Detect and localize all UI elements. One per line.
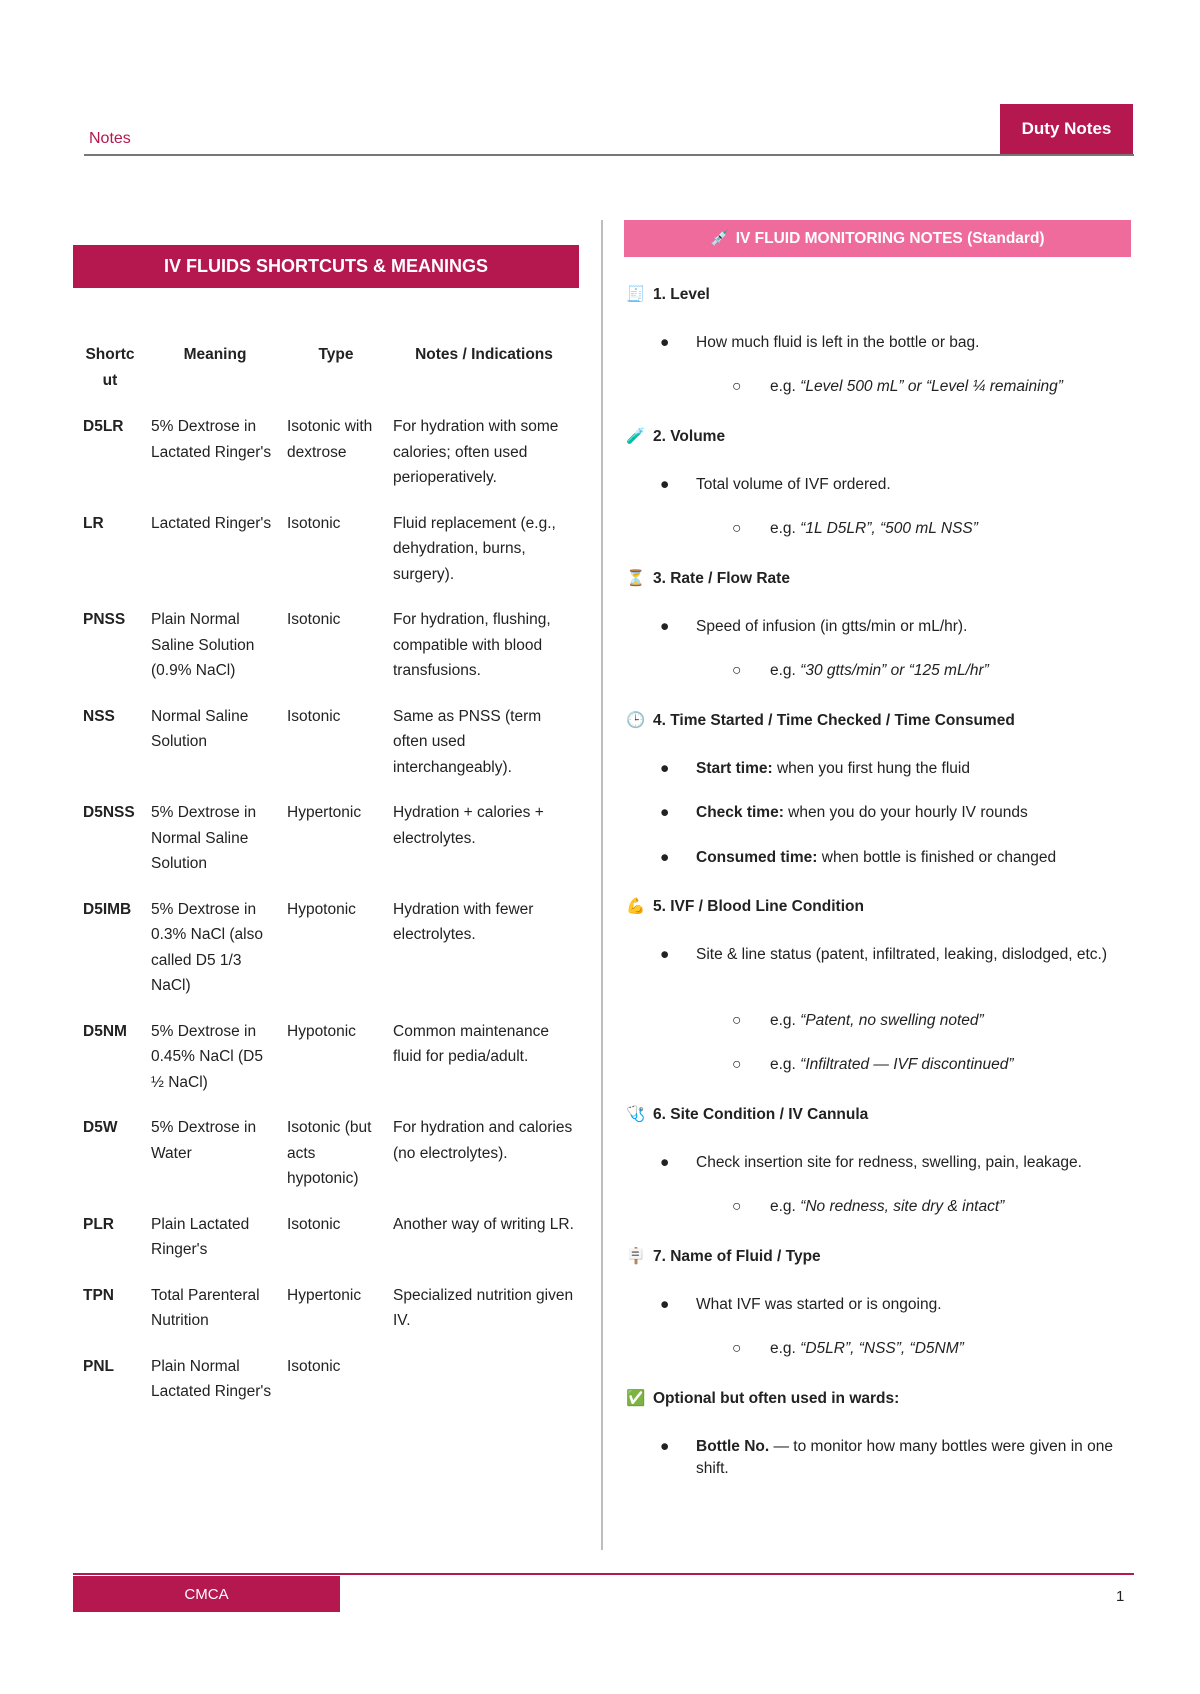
monitoring-notes-title [624,220,1131,257]
flexed-arm-icon: 💪 [626,898,646,915]
bullet-icon: ● [660,849,670,866]
section-site-condition-title: 6. Site Condition / IV Cannula [653,1105,869,1123]
stethoscope-icon: 🩺 [626,1106,646,1123]
row-shortcut: D5LR [83,418,124,435]
section-time-heading [626,711,1015,730]
example-prefix: e.g. [770,520,801,537]
col-header-meaning: Meaning [183,346,247,363]
section-line-condition-heading [626,897,864,916]
line-condition-description: Site & line status (patent, infiltrated, leaking, dislodged, etc.) [696,946,1107,963]
example-prefix: e.g. [770,1056,801,1073]
row-type: Hypertonic [287,804,362,821]
table-row [73,607,579,704]
rate-description: Speed of infusion (in gtts/min or mL/hr). [696,618,968,635]
sub-bullet-icon: ○ [732,520,742,537]
example-prefix: e.g. [770,1012,801,1029]
hourglass-icon: ⏳ [626,570,646,587]
section-rate-title: 3. Rate / Flow Rate [653,569,790,587]
header-divider [84,154,1134,156]
bullet-icon: ● [660,618,670,635]
table-row [73,1212,579,1283]
row-shortcut: D5W [83,1119,118,1136]
row-type: Isotonic [287,611,341,628]
volume-description: Total volume of IVF ordered. [696,476,891,493]
row-notes: Common maintenance fluid for pedia/adult. [393,1022,549,1065]
row-shortcut: PLR [83,1215,114,1233]
page-number: 1 [1116,1588,1125,1605]
row-notes: Specialized nutrition given IV. [393,1286,574,1329]
example-prefix: e.g. [770,1340,801,1357]
section-optional-title: Optional but often used in wards: [653,1389,900,1407]
sub-bullet-icon: ○ [732,1012,742,1029]
row-notes: For hydration, flushing, compatible with blood transfusions. [393,611,551,679]
row-meaning: Plain Normal Saline Solution (0.9% NaCl) [151,611,255,679]
level-example: “Level 500 mL” or “Level ¼ remaining” [800,378,1063,395]
monitoring-notes-title-text: IV FLUID MONITORING NOTES (Standard) [735,229,1045,247]
row-notes: Another way of writing LR. [393,1215,574,1233]
test-tube-icon: 🧪 [626,428,646,445]
iv-fluids-table-title: IV FLUIDS SHORTCUTS & MEANINGS [73,245,579,288]
table-row [73,800,579,897]
consumed-time-label: Consumed time: [696,849,818,866]
start-time-label: Start time: [696,760,773,777]
site-condition-example: “No redness, site dry & intact” [800,1198,1005,1215]
table-header-row [73,342,579,414]
row-shortcut: D5IMB [83,900,132,918]
footer-divider [73,1573,1134,1575]
row-type: Isotonic with dextrose [287,418,373,461]
col-header-shortcut [73,342,147,414]
table-row [73,511,579,608]
sub-bullet-icon: ○ [732,662,742,679]
row-meaning: 5% Dextrose in Lactated Ringer's [151,418,272,461]
section-time-title: 4. Time Started / Time Checked / Time Consumed [653,711,1015,729]
clock-icon: 🕒 [626,712,646,729]
col-header-shortcut-line1: Shortc [85,346,135,363]
bullet-icon: ● [660,760,670,777]
duty-notes-tab: Duty Notes [1000,104,1133,154]
row-type: Isotonic [287,1357,341,1375]
rate-example: “30 gtts/min” or “125 mL/hr” [800,662,989,679]
bullet-icon: ● [660,1154,670,1171]
volume-example: “1L D5LR”, “500 mL NSS” [800,520,978,537]
sub-bullet-icon: ○ [732,378,742,395]
level-description: How much fluid is left in the bottle or bag. [696,334,980,351]
line-condition-example-2: “Infiltrated — IVF discontinued” [800,1056,1014,1073]
table-row [73,897,579,1019]
row-meaning: 5% Dextrose in Normal Saline Solution [151,804,257,872]
section-level-title: 1. Level [653,285,710,303]
table-row [73,704,579,801]
bullet-icon: ● [660,1438,670,1455]
row-notes: Hydration with fewer electrolytes. [393,900,534,943]
row-meaning: Plain Lactated Ringer's [151,1215,250,1258]
column-divider [601,220,603,1550]
row-notes: Hydration + calories + electrolytes. [393,804,544,847]
section-level-heading [626,285,710,304]
row-meaning: Plain Normal Lactated Ringer's [151,1357,272,1400]
bullet-icon: ● [660,946,670,963]
row-meaning: Total Parenteral Nutrition [151,1286,260,1329]
row-meaning: Normal Saline Solution [151,707,249,750]
section-volume-heading [626,427,725,446]
col-header-notes: Notes / Indications [415,346,553,363]
line-condition-example-1: “Patent, no swelling noted” [800,1012,984,1029]
row-shortcut: D5NSS [83,804,135,821]
example-prefix: e.g. [770,662,801,679]
fluid-name-description: What IVF was started or is ongoing. [696,1296,942,1313]
check-time-label: Check time: [696,804,784,821]
section-rate-heading [626,569,790,588]
col-header-type: Type [318,346,354,363]
table-row [73,1354,579,1425]
row-type: Hypertonic [287,1286,362,1304]
row-shortcut: PNSS [83,611,126,628]
row-meaning: 5% Dextrose in 0.45% NaCl (D5 ½ NaCl) [151,1022,263,1091]
consumed-time-text: when bottle is finished or changed [817,849,1057,866]
table-row [73,1019,579,1116]
syringe-icon: 💉 [710,230,730,247]
fluid-name-example: “D5LR”, “NSS”, “D5NM” [800,1340,964,1357]
row-type: Hypotonic [287,1022,356,1040]
site-condition-description: Check insertion site for redness, swelling, pain, leakage. [696,1154,1082,1171]
sub-bullet-icon: ○ [732,1340,742,1357]
check-mark-icon: ✅ [626,1390,646,1407]
section-line-condition-title: 5. IVF / Blood Line Condition [653,897,864,915]
row-shortcut: D5NM [83,1022,127,1040]
sub-bullet-icon: ○ [732,1056,742,1073]
section-optional-heading [626,1389,899,1408]
check-time-text: when you do your hourly IV rounds [783,804,1028,821]
section-fluid-name-title: 7. Name of Fluid / Type [653,1247,821,1265]
bullet-icon: ● [660,334,670,351]
iv-fluids-table [73,342,579,1425]
col-header-shortcut-line2: ut [102,371,118,389]
row-shortcut: NSS [83,707,115,725]
row-notes: Same as PNSS (term often used interchangeably). [393,707,542,776]
row-type: Isotonic [287,514,341,532]
example-prefix: e.g. [770,378,801,395]
row-type: Isotonic [287,707,341,725]
bullet-icon: ● [660,804,670,821]
start-time-text: when you first hung the fluid [772,760,970,777]
row-shortcut: TPN [83,1286,114,1304]
section-site-condition-heading [626,1105,868,1124]
row-notes: For hydration with some calories; often used perioperatively. [393,418,559,486]
table-row [73,414,579,511]
example-prefix: e.g. [770,1198,801,1215]
footer-label: CMCA [73,1576,340,1612]
row-notes [389,1354,579,1425]
section-volume-title: 2. Volume [653,427,726,445]
row-meaning: 5% Dextrose in 0.3% NaCl (also called D5 1/3 NaCl) [151,900,263,994]
row-meaning: 5% Dextrose in Water [151,1119,257,1162]
bottle-no-label: Bottle No. [696,1438,770,1455]
sub-bullet-icon: ○ [732,1198,742,1215]
receipt-icon: 🧾 [626,286,646,303]
bullet-icon: ● [660,1296,670,1313]
header-notes-label: Notes [89,130,131,147]
row-notes: For hydration and calories (no electrolytes). [393,1119,573,1162]
bottle-no-text: — to monitor how many bottles were given in one shift. [696,1438,1113,1477]
bullet-icon: ● [660,476,670,493]
row-meaning: Lactated Ringer's [151,514,272,532]
row-shortcut: PNL [83,1357,114,1375]
row-shortcut: LR [83,514,104,532]
row-notes: Fluid replacement (e.g., dehydration, burns, surgery). [393,514,556,583]
section-fluid-name-heading [626,1247,821,1266]
table-row [73,1283,579,1354]
row-type: Isotonic (but acts hypotonic) [287,1119,372,1187]
row-type: Isotonic [287,1215,341,1233]
table-row [73,1115,579,1212]
placard-icon: 🪧 [626,1248,646,1265]
row-type: Hypotonic [287,900,356,918]
